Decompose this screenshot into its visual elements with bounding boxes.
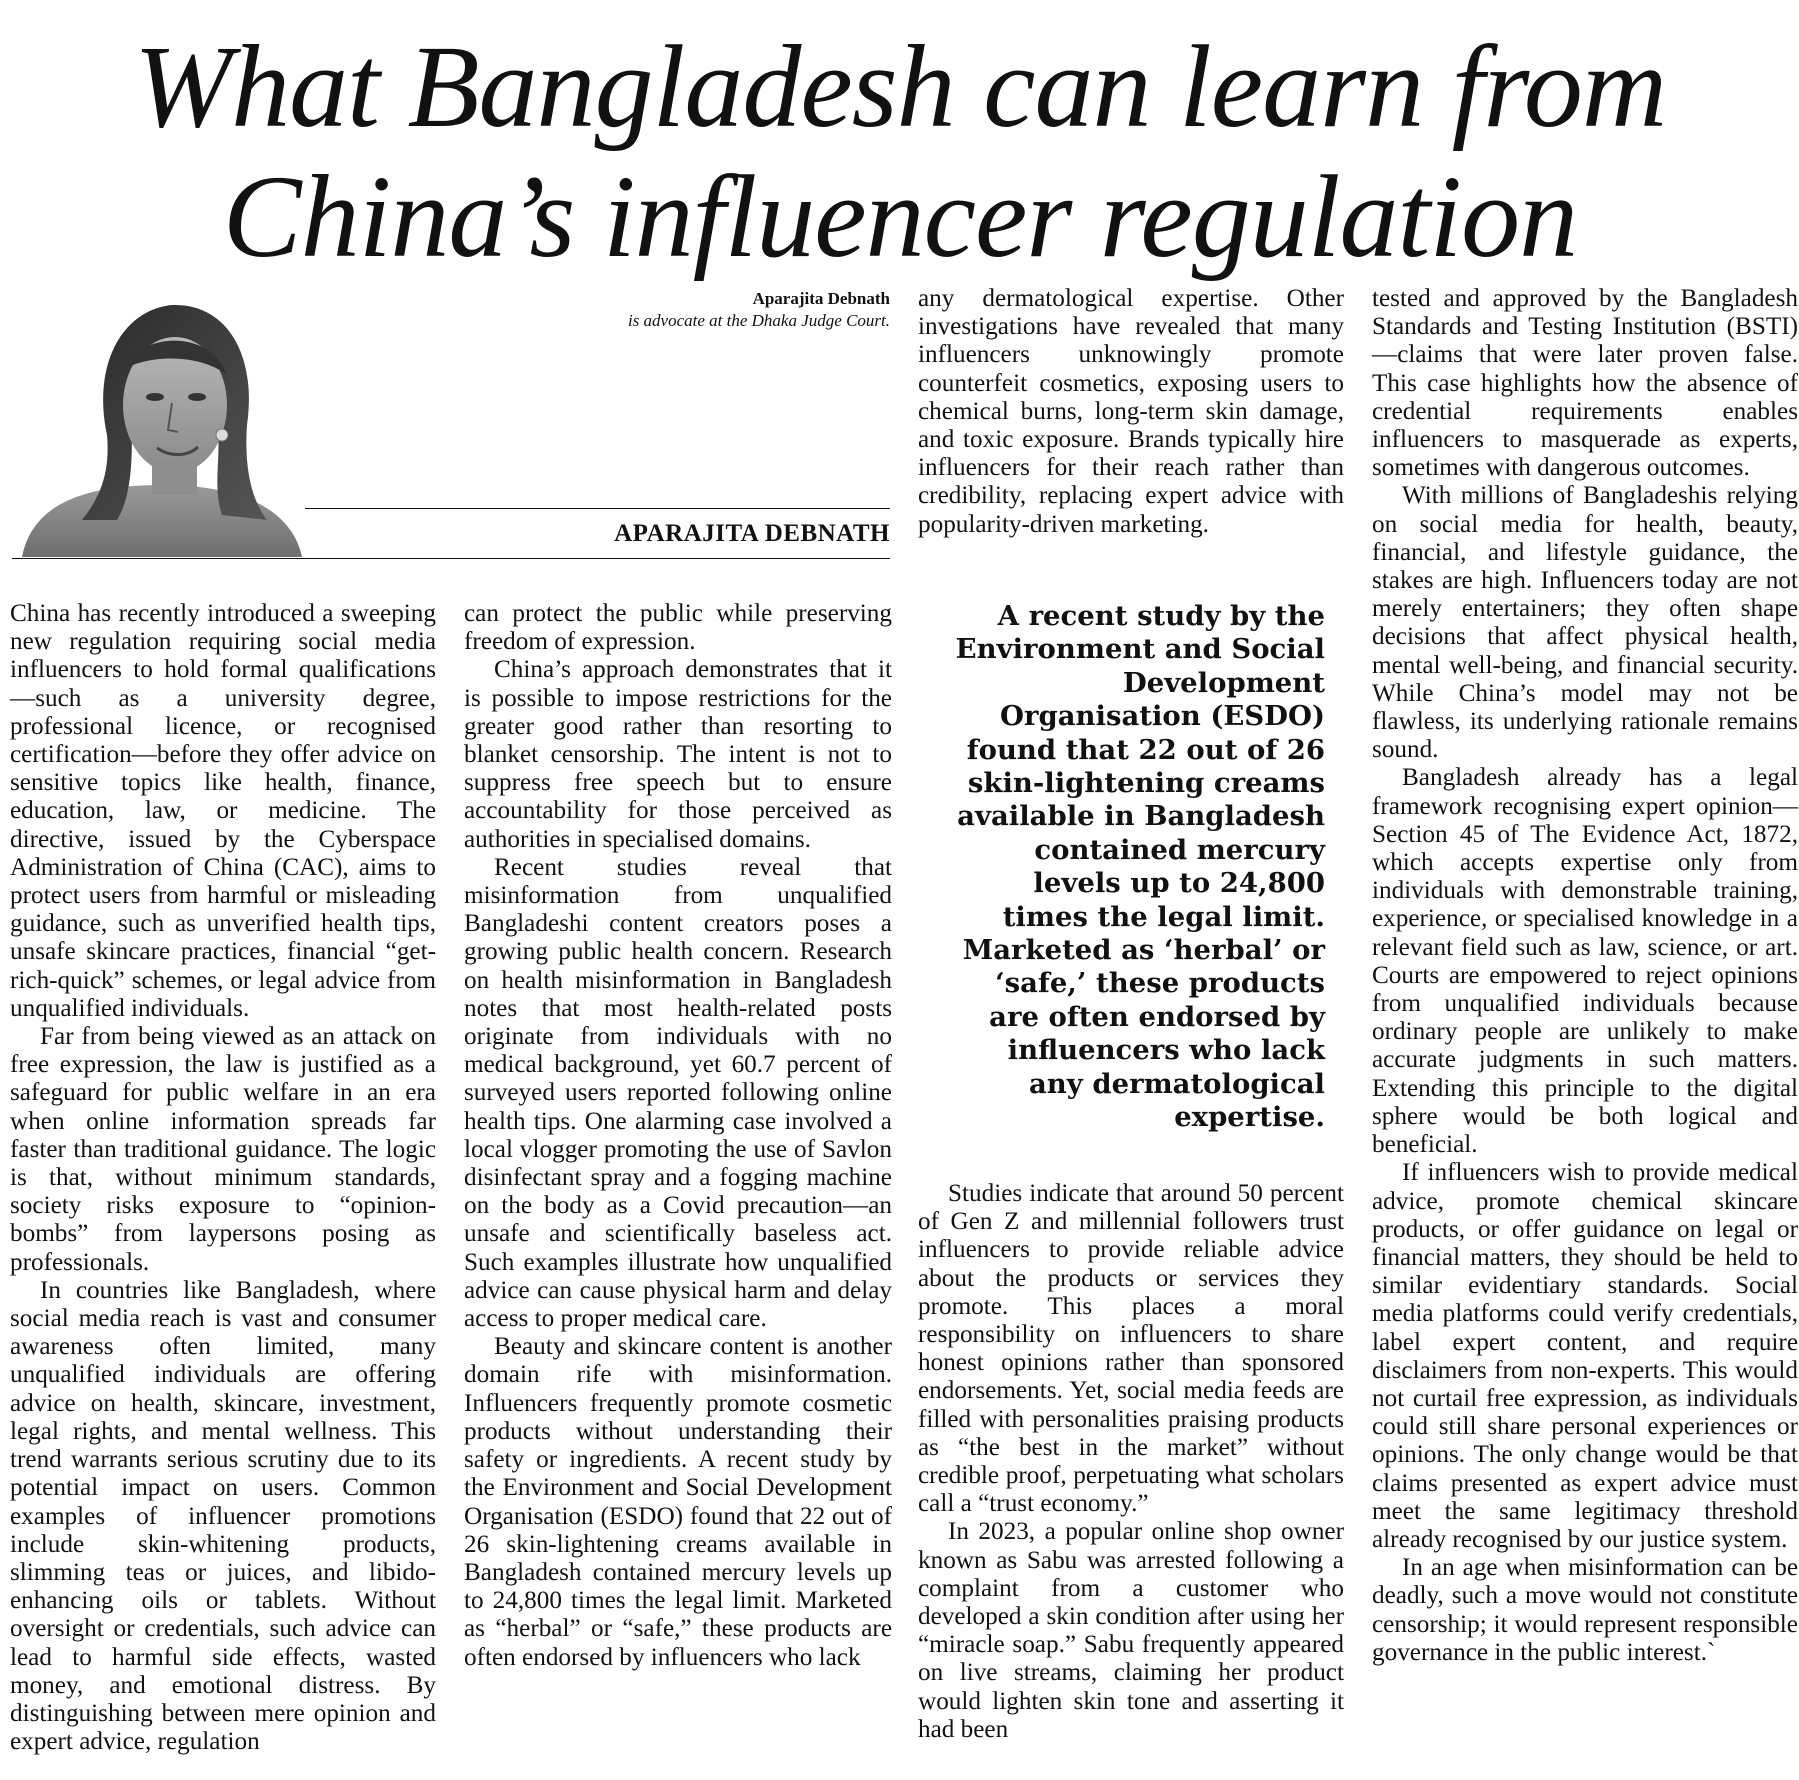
author-title: is advocate at the Dhaka Judge Court. [627,311,890,330]
paragraph-6-continued: any dermatological expertise. Other investigations have revealed that many influencers unknowingly promote counterfeit cosmetics, exposing users to chemical burns, long-term skin damage, and toxic exposure. Brands typically hire influencers for their reach rather than credibility, replacing expert advice with popularity-driven marketing. [918,285,1344,538]
paragraph-2: Far from being viewed as an attack on free expression, the law is justified as a safeguard for public welfare in an era when online information spreads far faster than traditional guidance. The logic is that, without minimum standards, society risks exposure to “opinion-bombs” from laypersons posing as professionals. [10,1023,436,1276]
author-name-small: Aparajita Debnath [752,289,890,308]
byline-rule-top [305,508,890,509]
paragraph-3-continued: can protect the public while preserving freedom of expression. [464,600,892,656]
paragraph-9: With millions of Bangladeshis relying on social media for health, beauty, financial, and lifestyle guidance, the stakes are high. Influencers today are not merely entertainers; they often shape decisions that affect physical health, mental well-being, and financial security. While China’s model may not be flawless, its underlying rationale remains sound. [1372,482,1798,764]
paragraph-12: In an age when misinformation can be deadly, such a move would not constitute censorship; it would represent responsible governance in the public interest.` [1372,1554,1798,1666]
author-portrait-image [12,285,312,557]
column-4 [1372,285,1798,1667]
paragraph-4: China’s approach demonstrates that it is possible to impose restrictions for the greater good rather than resorting to blanket censorship. The intent is not to suppress free speech but to ensure accountability for those perceived as authorities in specialised domains. [464,656,892,853]
column-2 [464,600,892,1672]
pull-quote: A recent study by the Environment and Social Development Organisation (ESDO) found that 22 out of 26 skin-lightening creams available in Bangladesh contained mercury levels up to 24,800 times the legal limit. Marketed as ‘herbal’ or ‘safe,’ these products are often endorsed by influencers who lack any dermatological expertise. [955,600,1325,1134]
paragraph-8-continued: tested and approved by the Bangladesh Standards and Testing Institution (BSTI)—claims that were later proven false. This case highlights how the absence of credential requirements enables influencers to masquerade as experts, sometimes with dangerous outcomes. [1372,285,1798,482]
author-photo [12,285,312,557]
paragraph-1: China has recently introduced a sweeping new regulation requiring social media influencers to hold formal qualifications—such as a university degree, professional licence, or recognised certification—before they offer advice on sensitive topics like health, finance, education, law, or medicine. The directive, issued by the Cyberspace Administration of China (CAC), aims to protect users from harmful or misleading guidance, such as unverified health tips, unsafe skincare practices, financial “get-rich-quick” schemes, or legal advice from unqualified individuals. [10,600,436,1022]
column-3-top [918,285,1344,539]
column-3-bottom [918,1180,1344,1744]
byline-rule-bottom [12,558,890,559]
column-1 [10,600,436,1756]
author-byline: APARAJITA DEBNATH [614,520,890,547]
paragraph-10: Bangladesh already has a legal framework recognising expert opinion—Section 45 of The Evidence Act, 1872, which accepts expertise only from individuals with demonstrable training, experience, or specialised knowledge in a relevant field such as law, science, or art. Courts are empowered to reject opinions from unqualified individuals because ordinary people are unlikely to make accurate judgments in such matters. Extending this principle to the digital sphere would be both logical and beneficial. [1372,764,1798,1159]
paragraph-5: Recent studies reveal that misinformation from unqualified Bangladeshi content creators poses a growing public health concern. Research on health misinformation in Bangladesh notes that most health-related posts originate from individuals with no medical background, yet 60.7 percent of surveyed users reported following online health tips. One alarming case involved a local vlogger promoting the use of Savlon disinfectant spray and a fogging machine on the body as a Covid precaution—an unsafe and scientifically baseless act. Such examples illustrate how unqualified advice can cause physical harm and delay access to proper medical care. [464,853,892,1333]
paragraph-3: In countries like Bangladesh, where social media reach is vast and consumer awareness often limited, many unqualified individuals are offering advice on health, skincare, investment, legal rights, and mental wellness. This trend warrants serious scrutiny due to its potential impact on users. Common examples of influencer promotions include skin-whitening products, slimming teas or juices, and libido-enhancing oils or tablets. Without oversight or credentials, such advice can lead to harmful side effects, wasted money, and emotional distress. By distinguishing between mere opinion and expert advice, regulation [10,1276,436,1756]
author-meta [480,288,890,332]
paragraph-11: If influencers wish to provide medical advice, promote chemical skincare products, or offer guidance on legal or financial matters, they should be held to similar evidentiary standards. Social media platforms could verify credentials, label expert content, and require disclaimers from non-experts. This would not curtail free expression, as individuals could still share personal experiences or opinions. The only change would be that claims presented as expert advice must meet the same legitimacy threshold already recognised by our justice system. [1372,1159,1798,1553]
paragraph-6: Beauty and skincare content is another domain rife with misinformation. Influencers frequently promote cosmetic products without understanding their safety or ingredients. A recent study by the Environment and Social Development Organisation (ESDO) found that 22 out of 26 skin-lightening creams available in Bangladesh contained mercury levels up to 24,800 times the legal limit. Marketed as “herbal” or “safe,” these products are often endorsed by influencers who lack [464,1333,892,1671]
headline: What Bangladesh can learn from China’s influencer regulation [133,21,1667,282]
paragraph-7: Studies indicate that around 50 percent of Gen Z and millennial followers trust influencers to provide reliable advice about the products or services they promote. This places a moral responsibility on influencers to share honest opinions rather than sponsored endorsements. Yet, social media feeds are filled with personalities praising products as “the best in the market” without credible proof, perpetuating what scholars call a “trust economy.” [918,1180,1344,1518]
paragraph-8: In 2023, a popular online shop owner known as Sabu was arrested following a complaint from a customer who developed a skin condition after using her “miracle soap.” Sabu frequently appeared on live streams, claiming her product would lighten skin tone and asserting it had been [918,1518,1344,1743]
